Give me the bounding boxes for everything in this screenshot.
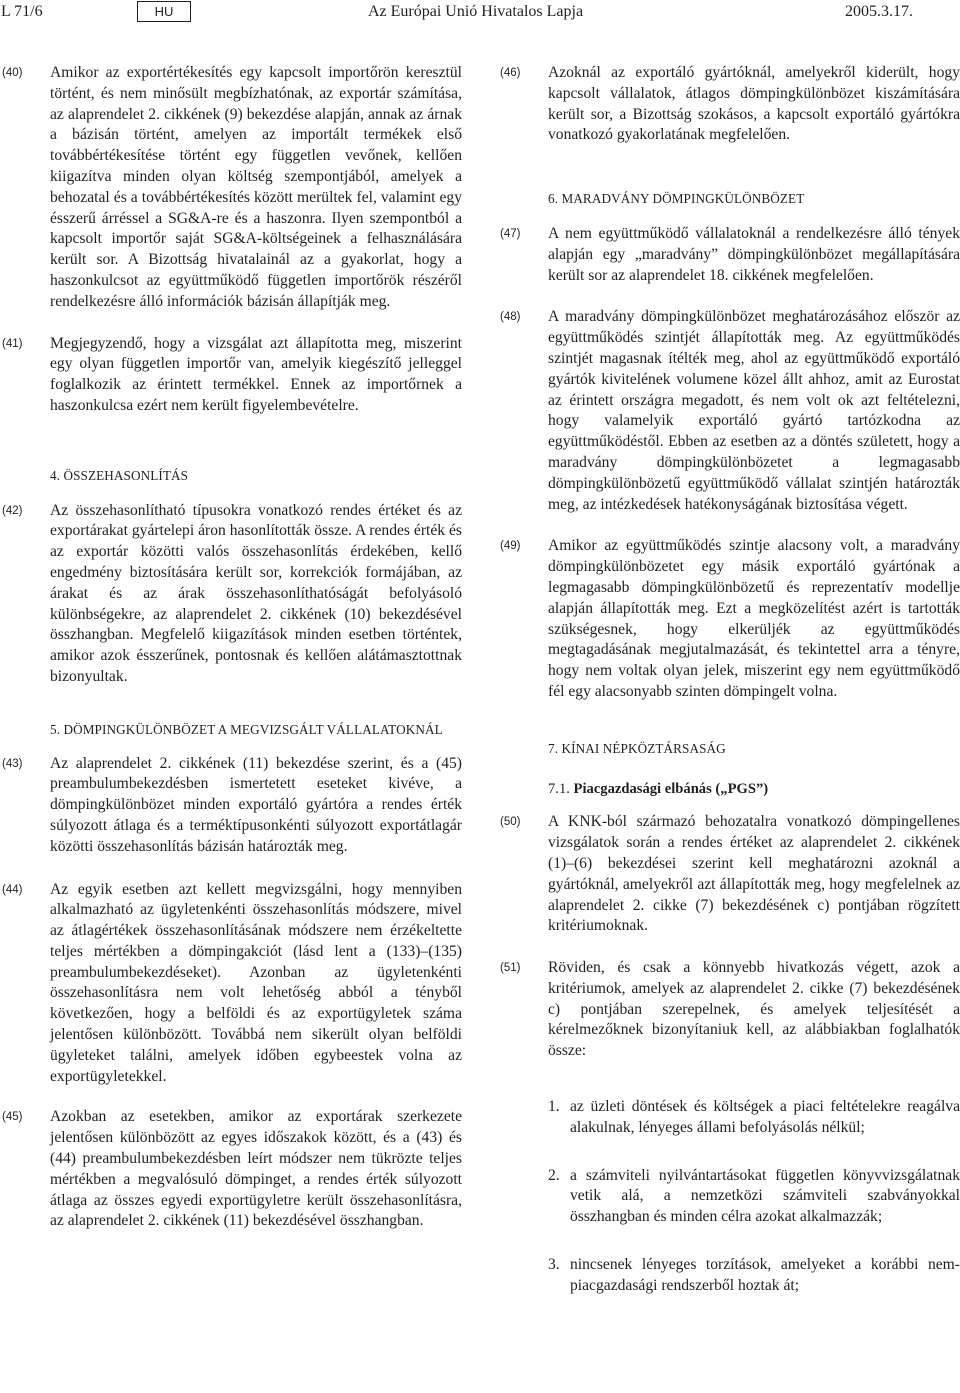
paragraph-text: Az alaprendelet 2. cikkének (11) bekezdése szerint, és a (45) preambulumbekezdésben ismertetett eseteket kivéve, a dömpingkülönbözet minden exportáló gyártóra a rendes érték súlyozott átlaga és a terméktípusonkénti súlyozott exportátlagár közötti összehasonlítás bázisán határozták meg.	[50, 754, 462, 855]
left-column	[2, 63, 462, 1232]
right-column	[500, 63, 960, 1297]
list-number: 1.	[548, 1098, 560, 1116]
journal-header	[0, 0, 960, 30]
paragraph-number: (44)	[2, 883, 23, 896]
list-number: 2.	[548, 1166, 560, 1184]
publication-date: 2005.3.17.	[845, 3, 913, 20]
paragraph-text: Röviden, és csak a könnyebb hivatkozás végett, azok a kritériumok, amelyek az alaprendelet 2. cikke (7) bekezdésének c) pontjában szerepelnek, és amelyek teljesítését a kérelmezőknek bizonyítaniuk kell, az alábbiakban foglalhatók össze:	[548, 959, 960, 1060]
paragraph-number: (48)	[500, 311, 521, 324]
paragraph-text: Amikor az exportértékesítés egy kapcsolt importőrön keresztül történt, és nem minősült megbízhatónak, az exportár számítása, az alaprendelet 2. cikkének (9) bekezdése alapján, annak az árnak a bázisán történt, amelyen az importált termékek első továbbértékesítése történt egy független vevőnek, kellően kiigazítva minden olyan költség szempontjából, amelyek a behozatal és a továbbértékesítés között merültek fel, valamint egy ésszerű árréssel a SG&A-re és a haszonra. Ilyen szempontból a kapcsolt importőr saját SG&A-költségeinek a felhasználására került sor. A Bizottság hivatalainál az a gyakorlat, hogy a haszonkulcsot az együttműködő független importőrök részéről rendelkezésre álló információk bázisán állapítják meg.	[50, 64, 462, 310]
paragraph-number: (50)	[500, 816, 521, 829]
journal-title: Az Európai Unió Hivatalos Lapja	[368, 3, 584, 20]
list-text: az üzleti döntések és költségek a piaci feltételekre reagálva alakulnak, lényeges állami befolyásolás nélkül;	[570, 1098, 960, 1136]
paragraph-42	[2, 501, 462, 688]
paragraph-number: (41)	[2, 337, 23, 350]
section-heading-5: 5. DÖMPINGKÜLÖNBÖZET A MEGVIZSGÁLT VÁLLALATOKNÁL	[50, 721, 443, 737]
paragraph-41	[2, 334, 462, 417]
paragraph-40	[2, 63, 462, 313]
paragraph-51	[500, 958, 960, 1062]
paragraph-number: (49)	[500, 540, 521, 553]
list-item	[500, 1166, 960, 1228]
paragraph-48	[500, 307, 960, 515]
paragraph-49	[500, 536, 960, 702]
paragraph-text: Az egyik esetben azt kellett megvizsgálni, hogy mennyiben alkalmazható az ügyletenkénti összehasonlítás módszere, mivel az átlagértékek összehasonlításának módszere nem érzékeltette teljes mértékben a dömpingakciót (lásd lent a (133)–(135) preambulumbekezdéseket). Azonban az ügyletenkénti összehasonlításra nem volt lehetőség abból a tényből következően, hogy a belföldi és az exportügyletek száma jelentősen különbözött. Továbbá nem sikerült olyan belföldi ügyleteket találni, amelyek időben egybeestek volna az exportügyletekkel.	[50, 880, 462, 1085]
paragraph-number: (47)	[500, 227, 521, 240]
paragraph-text: A KNK-ból származó behozatalra vonatkozó dömpingellenes vizsgálatok során a rendes értéket az alaprendelet 2. cikkének (1)–(6) bekezdései szerint kell meghatározni azoknál a gyártóknál, amelyekről azt állapították meg, hogy megfelelnek az alaprendelet 2. cikke (7) bekezdésének c) pontjában rögzített kritériumoknak.	[548, 813, 960, 935]
paragraph-text: Amikor az együttműködés szintje alacsony volt, a maradvány dömpingkülönbözetet egy másik exportáló gyártónak a legmagasabb dömpingkülönbözetű és reprezentatív modellje alapján állapították meg. Ezt a megközelítést azért is tartották szükségesnek, hogy elkerüljék az együttműködés megtagadásának megjutalmazását, és tekintettel arra a tényre, hogy nem voltak olyan jelek, miszerint egy nem együttműködő fél egy alacsonyabb szinten dömpingelt volna.	[548, 537, 960, 700]
paragraph-text: Azokban az esetekben, amikor az exportárak szerkezete jelentősen különbözött az egyes időszakok között, és a (43) és (44) preambulumbekezdésben leírt módszer nem tükrözte teljes mértékben a megvalósuló dömpinget, a rendes érték súlyozott átlaga az összes egyedi exportügyletre került összehasonlításra, az alaprendelet 2. cikkének (11) bekezdésével összhangban.	[50, 1108, 462, 1230]
section-heading-4: 4. ÖSSZEHASONLÍTÁS	[50, 467, 189, 483]
paragraph-50	[500, 812, 960, 937]
language-badge: HU	[137, 1, 191, 22]
paragraph-number: (51)	[500, 962, 521, 975]
paragraph-45	[2, 1107, 462, 1232]
paragraph-number: (43)	[2, 757, 23, 770]
paragraph-number: (46)	[500, 67, 521, 79]
paragraph-text: A nem együttműködő vállalatoknál a rendelkezésre álló tények alapján egy „maradvány” dömpingkülönbözet megállapítására került sor az alaprendelet 18. cikkének megfelelően.	[548, 224, 960, 284]
paragraph-text: Megjegyzendő, hogy a vizsgálat azt állapította meg, miszerint egy olyan független importőr van, amelyik kiegészítő jelleggel foglalkozik az érintett termékkel. Ennek az importőrnek a haszonkulcsa ezért nem került figyelembevételre.	[50, 334, 462, 414]
paragraph-number: (42)	[2, 504, 23, 517]
subsection-number: 7.1.	[548, 780, 570, 797]
paragraph-43	[2, 754, 462, 858]
paragraph-47	[500, 224, 960, 286]
list-text: a számviteli nyilvántartásokat független könyvvizsgálatnak vetik alá, a nemzetközi számviteli szabványokkal összhangban és minden célra azokat alkalmazzák;	[570, 1166, 960, 1226]
section-heading-7: 7. KÍNAI NÉPKÖZTÁRSASÁG	[548, 740, 726, 756]
list-item	[500, 1255, 960, 1297]
paragraph-text: Az összehasonlítható típusokra vonatkozó rendes értéket és az exportárakat gyártelepi áron hasonlították össze. A rendes érték és az exportár közötti valós összehasonlítás érdekében, kellő engedmény biztosítására került sor, korrekciók formájában, az árakat és az árak összehasonlíthatóságát befolyásoló különbségekre, az alaprendelet 2. cikkének (10) bekezdésével összhangban. Megfelelő kiigazítások minden esetben történtek, amikor azok ésszerűnek, pontosnak és kellően alátámasztottnak bizonyultak.	[50, 501, 462, 685]
list-number: 3.	[548, 1256, 560, 1274]
list-item	[500, 1097, 960, 1139]
paragraph-46	[500, 63, 960, 146]
page-reference: L 71/6	[1, 3, 43, 20]
paragraph-text: A maradvány dömpingkülönbözet meghatározásához először az együttműködés szintjét állapították meg. Az együttműködés szintjét magasnak ítélték meg, ahol az együttműködő exportáló gyártók kivitelének volumene közel állt ahhoz, amit az Eurostat az érintett országra megadott, és nem volt ok azt feltételezni, hogy valamelyik exportáló gyártó tartózkodna az együttműködéstől. Ebben az esetben az a döntés született, hogy a maradvány dömpingkülönbözetet a legmagasabb dömpingkülönbözetű együttműködő vállalat szintjén határozták meg, az intézkedések hatékonyságának biztosítása végett.	[548, 308, 960, 513]
paragraph-number: (45)	[2, 1111, 23, 1124]
subsection-heading-7-1	[500, 779, 960, 800]
paragraph-44	[2, 880, 462, 1088]
subsection-title: Piacgazdasági elbánás („PGS”)	[573, 780, 769, 797]
section-heading-6: 6. MARADVÁNY DÖMPINGKÜLÖNBÖZET	[548, 191, 805, 207]
list-text: nincsenek lényeges torzítások, amelyeket a korábbi nem-piacgazdasági rendszerből hoztak át;	[570, 1256, 960, 1294]
paragraph-text: Azoknál az exportáló gyártóknál, amelyekről kiderült, hogy kapcsolt vállalatok, átlagos dömpingkülönbözet kiszámítására került sor, a Bizottság szokásos, a kapcsolt exportáló gyártókra vonatkozó gyakorlatának megfelelően.	[548, 64, 960, 144]
paragraph-number: (40)	[2, 67, 23, 79]
